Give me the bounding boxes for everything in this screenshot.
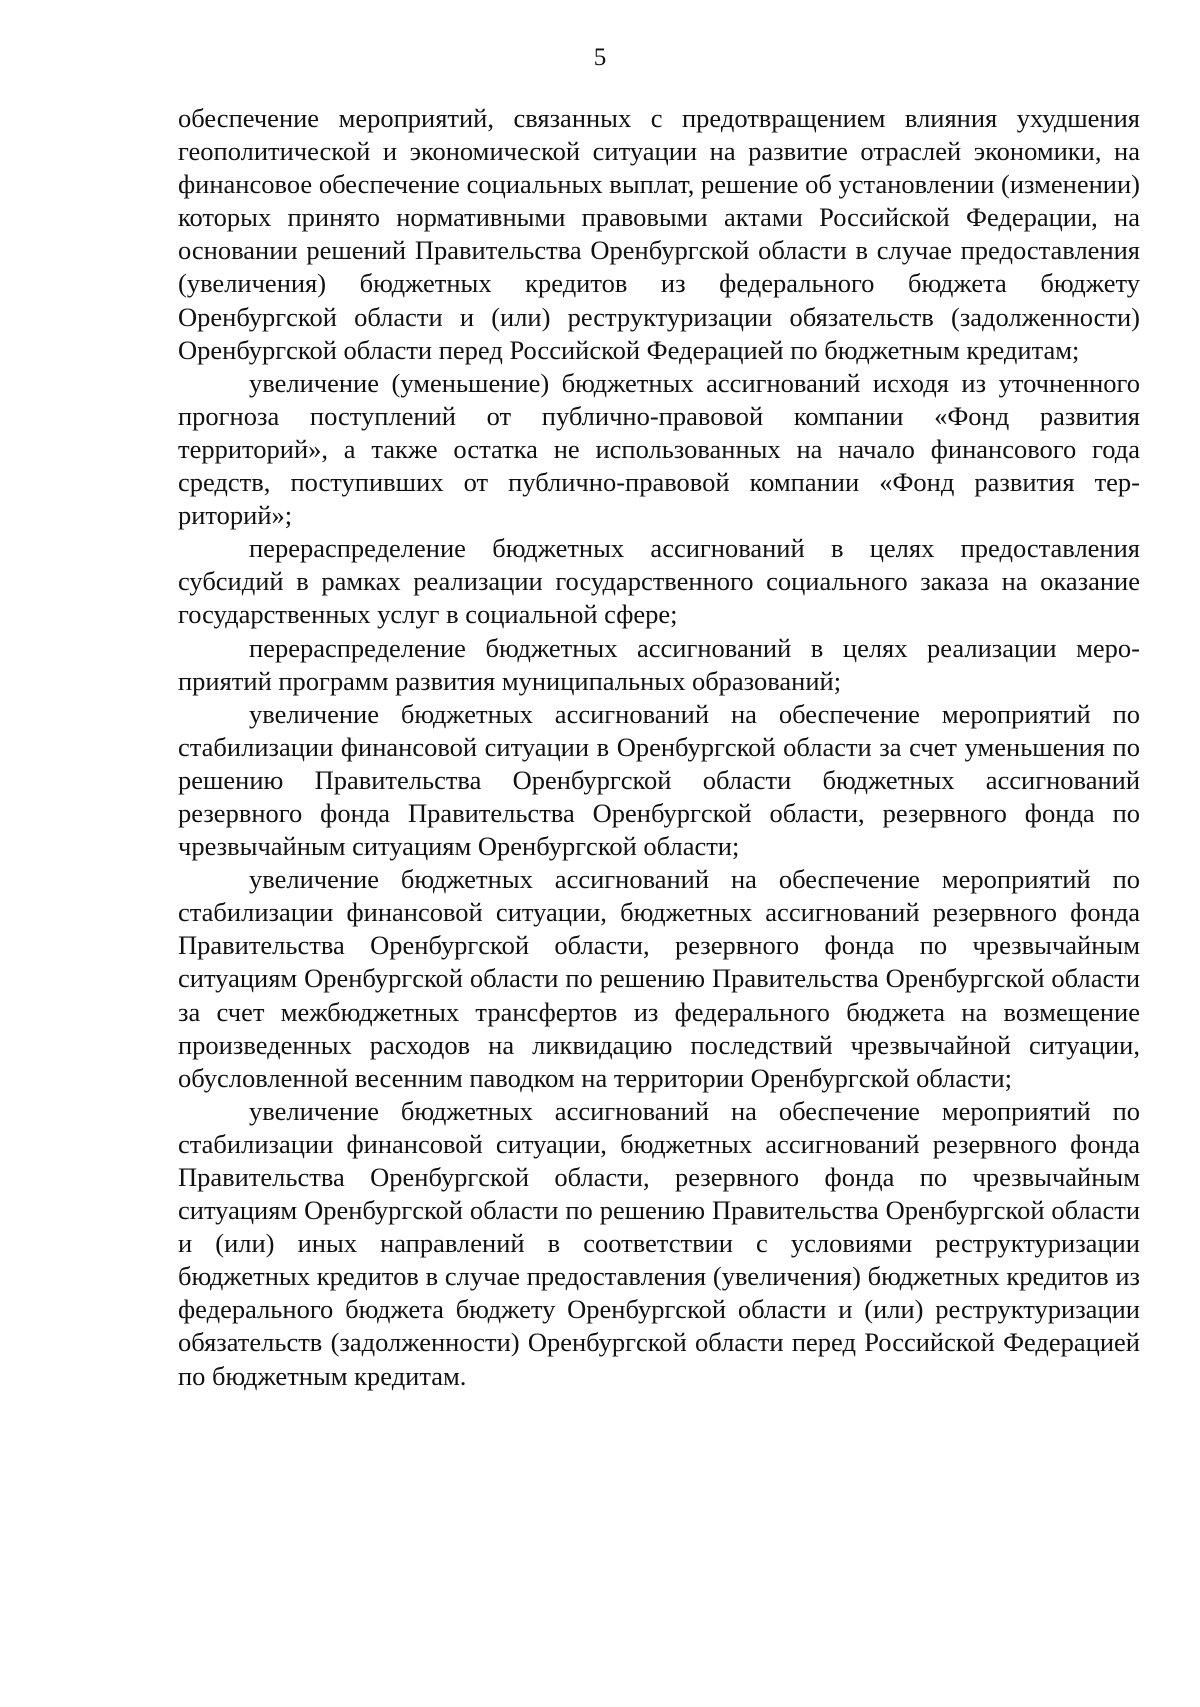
- document-body: [178, 102, 1140, 1393]
- paragraph-credit-restructuring: увеличение бюджетных ассигнований на обеспечение мероприятий по стабилизации финансовой ситуации, бюджетных ассигнований резервного фонда Правительства Оренбургской области, резервного фонда по чрезвычайным ситуациям Оренбургской области по решению Правительства Оренбургской области и (или) иных направлений в соответствии с условиями реструктуризации бюджетных кредитов в случае предоставления (увеличения) бюджетных кредитов из федерального бюджета бюджету Оренбургской области и (или) реструктуризации обязательств (задолженности) Оренбургской области перед Российской Федерацией по бюджетным кредитам.: [178, 1095, 1140, 1391]
- page-number: 5: [593, 44, 607, 71]
- paragraph-social-order-subsidies: перераспределение бюджетных ассигнований в целях предоставления субсидий в рамках реализации государственного социального заказа на оказание государственных услуг в социальной сфере;: [178, 533, 1140, 630]
- paragraph-municipal-programs: перераспределение бюджетных ассигнований в целях реализации мероприятий программ развития муниципальных образований;: [178, 632, 1140, 696]
- paragraph-flood-transfers: увеличение бюджетных ассигнований на обеспечение мероприятий по стабилизации финансовой ситуации, бюджетных ассигнований резервного фонда Правительства Оренбургской области, резервного фонда по чрезвычайным ситуациям Оренбургской области по решению Правительства Оренбургской области за счет межбюджетных трансфертов из федерального бюджета на возмещение произведенных расходов на ликвидацию последствий чрезвычайной ситуации, обусловленной весенним паводком на территории Оренбургской области;: [178, 864, 1140, 1093]
- paragraph-continuation: обеспечение мероприятий, связанных с предотвращением влияния ухудшения геополитической и экономической ситуации на развитие отраслей экономики, на финансовое обеспечение социальных выплат, решение об установлении (изменении) которых принято нормативными правовыми актами Российской Федерации, на основании решений Правительства Оренбургской области в случае предоставления (увеличения) бюджетных кредитов из федерального бюджета бюджету Оренбургской области и (или) реструктуризации обязательств (задолженности) Оренбургской области перед Российской Федерацией по бюджетным кредитам;: [178, 103, 1140, 365]
- paragraph-reserve-fund-reduction: увеличение бюджетных ассигнований на обеспечение мероприятий по стабилизации финансовой ситуации в Оренбургской области за счет уменьшения по решению Правительства Оренбургской области бюджетных ассигнований резервного фонда Правительства Оренбургской области, резервного фонда по чрезвычайным ситуациям Оренбургской области;: [178, 698, 1140, 862]
- paragraph-fund-territories: увеличение (уменьшение) бюджетных ассигнований исходя из уточненного прогноза поступлений от публично-правовой компании «Фонд развития территорий», а также остатка не использованных на начало финансового года средств, поступивших от публично-правовой компании «Фонд развития территорий»;: [178, 367, 1140, 531]
